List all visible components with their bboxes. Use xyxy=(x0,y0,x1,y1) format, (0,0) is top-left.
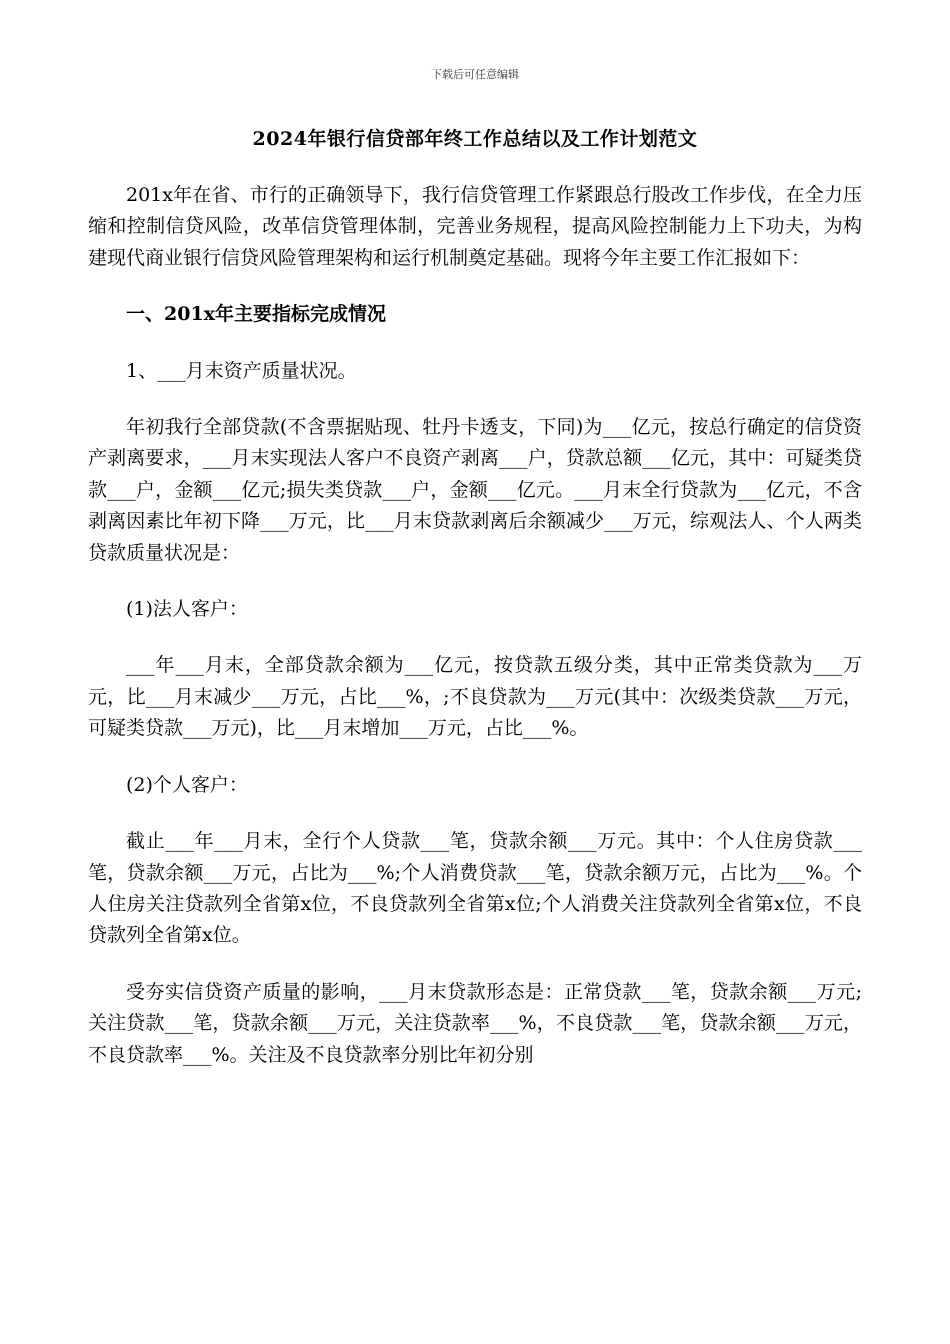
body-paragraph: ___年___月末，全部贷款余额为___亿元，按贷款五级分类，其中正常类贷款为___万元，比___月末减少___万元，占比___%，;不良贷款为___万元(其中：次级类贷款___万元，可疑类贷款___万元)，比___月末增加___万元，占比___%。 xyxy=(88,654,862,740)
body-paragraph: 年初我行全部贷款(不含票据贴现、牡丹卡透支，下同)为___亿元，按总行确定的信贷资产剥离要求，___月末实现法人客户不良资产剥离___户，贷款总额___亿元，其中：可疑类贷款___户，金额___亿元;损失类贷款___户，金额___亿元。___月末全行贷款为___亿元，不含剥离因素比年初下降___万元，比___月末贷款剥离后余额减少___万元，综观法人、个人两类贷款质量状况是： xyxy=(88,416,862,564)
document-body xyxy=(88,180,862,1071)
section-heading: 一、201x年主要指标完成情况 xyxy=(126,303,386,326)
intro-paragraph: 201x年在省、市行的正确领导下，我行信贷管理工作紧跟总行股改工作步伐，在全力压缩和控制信贷风险，改革信贷管理体制，完善业务规程，提高风险控制能力上下功夫，为构建现代商业银行信贷风险管理架构和运行机制奠定基础。现将今年主要工作汇报如下： xyxy=(88,184,862,269)
header-note: 下载后可任意编辑 xyxy=(431,68,519,81)
body-paragraph: 截止___年___月末，全行个人贷款___笔，贷款余额___万元。其中：个人住房贷款___笔，贷款余额___万元，占比为___%;个人消费贷款___笔，贷款余额万元，占比为___%。个人住房关注贷款列全省第x位，不良贷款列全省第x位;个人消费关注贷款列全省第x位，不良贷款列全省第x位。 xyxy=(88,830,862,947)
subsection-heading: 1、___月末资产质量状况。 xyxy=(126,359,357,382)
body-paragraph: 受夯实信贷资产质量的影响，___月末贷款形态是：正常贷款___笔，贷款余额___万元;关注贷款___笔，贷款余额___万元，关注贷款率___%，不良贷款___笔，贷款余额___万元，不良贷款率___%。关注及不良贷款率分别比年初分别 xyxy=(88,980,862,1066)
document-title: 2024年银行信贷部年终工作总结以及工作计划范文 xyxy=(252,128,698,150)
subsection-heading: (1)法人客户： xyxy=(126,598,248,621)
subsection-heading: (2)个人客户： xyxy=(126,773,248,796)
